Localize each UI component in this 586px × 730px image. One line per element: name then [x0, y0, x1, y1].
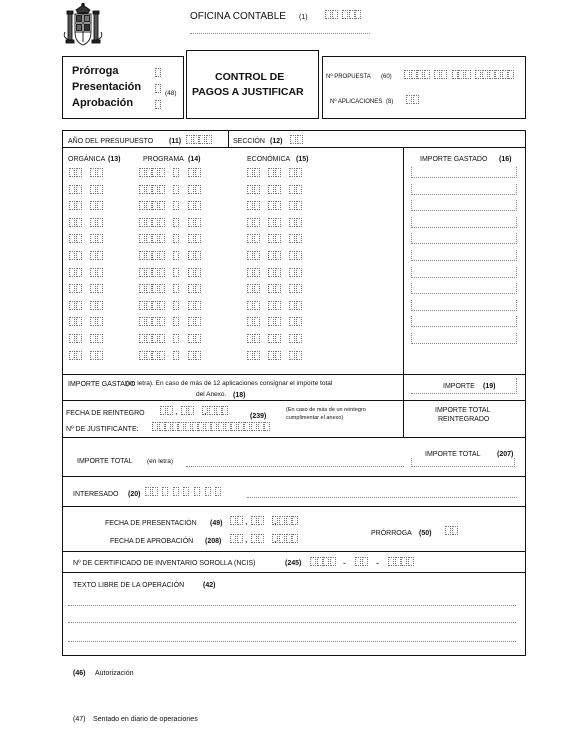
presentacion-label: Presentación [72, 81, 142, 93]
oficina-contable-cells[interactable] [325, 10, 362, 19]
programa-cells[interactable] [139, 351, 201, 360]
programa-cells[interactable] [139, 334, 201, 343]
certificado-cells-2[interactable] [355, 557, 368, 566]
programa-cells[interactable] [139, 201, 201, 210]
organica-label: ORGÁNICA [68, 156, 106, 163]
letra-row-line [62, 400, 526, 401]
fechas-row-line [62, 551, 526, 552]
aprobacion-checkbox[interactable] [155, 100, 162, 109]
organica-cells[interactable] [69, 185, 103, 194]
rows-bottom-line [62, 374, 526, 375]
letra-divider [403, 374, 404, 400]
programa-num: (14) [188, 156, 201, 163]
aprobacion-fecha-num: (208) [205, 538, 222, 545]
letra-importe-field[interactable] [411, 378, 517, 394]
seccion-label: SECCIÓN [233, 138, 265, 145]
texto-libre-line-3[interactable] [68, 641, 516, 642]
importe-col-divider [403, 147, 404, 374]
presentacion-fecha-label: FECHA DE PRESENTACIÓN [105, 520, 197, 527]
sentado-label: Sentado en diario de operaciones [93, 716, 198, 723]
economica-cells[interactable] [247, 334, 303, 343]
economica-cells[interactable] [247, 201, 303, 210]
programa-cells[interactable] [139, 185, 201, 194]
presentacion-comma-1: , [245, 516, 248, 526]
certificado-dash-1: - [343, 558, 346, 568]
reintegro-comma-2: , [204, 406, 207, 416]
total-sub: (en letra) [147, 458, 174, 465]
organica-cells[interactable] [69, 351, 103, 360]
aprobacion-fecha-cells[interactable] [230, 534, 299, 543]
economica-cells[interactable] [247, 218, 303, 227]
oficina-contable-label: OFICINA CONTABLE [190, 11, 286, 22]
certificado-num: (245) [285, 560, 302, 567]
economica-cells[interactable] [247, 185, 303, 194]
certificado-cells-1[interactable] [310, 557, 336, 566]
economica-cells[interactable] [247, 168, 303, 177]
oficina-contable-num: (1) [299, 14, 308, 21]
aprobacion-comma-2: , [274, 534, 277, 544]
organica-cells[interactable] [69, 251, 103, 260]
economica-cells[interactable] [247, 251, 303, 260]
importe-gastado-field[interactable] [411, 217, 517, 228]
certificado-label: Nº DE CERTIFICADO DE INVENTARIO SOROLLA (NCIS) [73, 560, 256, 567]
title-line2: PAGOS A JUSTIFICAR [192, 86, 304, 98]
economica-cells[interactable] [247, 317, 303, 326]
economica-cells[interactable] [247, 268, 303, 277]
total-row-line [62, 476, 526, 477]
organica-cells[interactable] [69, 218, 103, 227]
interesado-row-line [62, 506, 526, 507]
prorroga-fecha-label: PRÓRROGA [371, 530, 412, 537]
total-importe-field[interactable] [411, 458, 515, 467]
autorizacion-label: Autorización [95, 670, 134, 677]
letra-text-c: del Anexo. [196, 391, 227, 398]
economica-cells[interactable] [247, 351, 303, 360]
aprobacion-comma-1: , [245, 534, 248, 544]
interesado-line[interactable] [247, 497, 517, 498]
importe-gastado-field[interactable] [411, 250, 517, 261]
presentacion-fecha-cells[interactable] [230, 516, 299, 525]
reintegro-total-label-1: IMPORTE TOTAL [435, 407, 491, 414]
programa-cells[interactable] [139, 168, 201, 177]
prorroga-fecha-cells[interactable] [445, 526, 458, 535]
letra-text-b: (en letra). En caso de más de 12 aplicaciones consignar el importe total [126, 380, 333, 387]
letra-importe-num: (19) [483, 383, 496, 390]
interesado-cells[interactable] [145, 487, 222, 496]
texto-libre-num: (42) [203, 582, 216, 589]
importe-gastado-field[interactable] [411, 167, 517, 178]
importe-gastado-field[interactable] [411, 233, 517, 244]
prorroga-fecha-num: (50) [419, 530, 432, 537]
reintegro-num: (239) [250, 413, 267, 420]
texto-libre-label: TEXTO LIBRE DE LA OPERACIÓN [73, 582, 185, 589]
importe-gastado-field[interactable] [411, 200, 517, 211]
seccion-cells[interactable] [290, 135, 303, 144]
prorroga-label: Prórroga [72, 65, 119, 77]
economica-cells[interactable] [247, 234, 303, 243]
programa-cells[interactable] [139, 301, 201, 310]
total-letra-line[interactable] [186, 466, 404, 467]
programa-cells[interactable] [139, 284, 201, 293]
programa-label: PROGRAMA [143, 156, 184, 163]
importe-gastado-field[interactable] [411, 300, 517, 311]
propuesta-num: (60) [381, 74, 392, 80]
economica-num: (15) [296, 156, 309, 163]
certificado-cells-3[interactable] [388, 557, 414, 566]
importe-gastado-label: IMPORTE GASTADO [420, 156, 488, 163]
total-right-num: (207) [497, 451, 514, 458]
organica-cells[interactable] [69, 317, 103, 326]
propuesta-label: Nº PROPUESTA [326, 74, 371, 80]
economica-label: ECONÓMICA [247, 156, 291, 163]
importe-gastado-field[interactable] [411, 333, 517, 344]
organica-cells[interactable] [69, 301, 103, 310]
importe-gastado-field[interactable] [411, 316, 517, 327]
importe-gastado-field[interactable] [411, 184, 517, 195]
coat-of-arms-icon [62, 2, 104, 48]
aprobacion-label: Aprobación [72, 97, 134, 109]
importe-gastado-field[interactable] [411, 267, 517, 278]
reintegro-total-label-2: REINTEGRADO [438, 416, 490, 423]
anio-num: (11) [169, 138, 182, 145]
anio-row-line [62, 147, 526, 148]
presentacion-comma-2: , [274, 516, 277, 526]
reintegro-note-2: cumplimentar el anexo) [286, 415, 344, 421]
programa-cells[interactable] [139, 218, 201, 227]
title-box [186, 50, 319, 119]
sentado-num: (47) [73, 716, 86, 723]
presentacion-checkbox[interactable] [155, 84, 162, 93]
interesado-label: INTERESADO [73, 491, 119, 498]
anio-divider [228, 130, 229, 147]
organica-cells[interactable] [69, 284, 103, 293]
aplicaciones-label: Nº APLICACIONES [330, 99, 383, 105]
seccion-num: (12) [270, 138, 283, 145]
economica-cells[interactable] [247, 284, 303, 293]
texto-libre-line-2[interactable] [68, 622, 516, 623]
organica-cells[interactable] [69, 168, 103, 177]
texto-libre-line-1[interactable] [68, 605, 516, 606]
aprobacion-fecha-label: FECHA DE APROBACIÓN [110, 538, 194, 545]
reintegro-fecha-cells[interactable] [160, 406, 229, 415]
anio-cells[interactable] [186, 135, 212, 144]
certificado-dash-2: - [376, 558, 379, 568]
interesado-num: (20) [128, 491, 141, 498]
presentacion-fecha-num: (49) [210, 520, 223, 527]
organica-cells[interactable] [69, 234, 103, 243]
organica-cells[interactable] [69, 334, 103, 343]
justificante-cells[interactable] [152, 422, 271, 431]
organica-num: (13) [108, 156, 121, 163]
organica-cells[interactable] [69, 201, 103, 210]
aplicaciones-num: (8) [386, 99, 394, 105]
reintegro-row-line [62, 437, 526, 438]
title-line1: CONTROL DE [215, 71, 285, 83]
programa-cells[interactable] [139, 251, 201, 260]
oficina-underline [190, 33, 370, 34]
certificado-row-line [62, 572, 526, 573]
letra-num: (18) [233, 392, 246, 399]
letra-importe-label: IMPORTE [443, 383, 475, 390]
economica-cells[interactable] [247, 301, 303, 310]
tipo-num: (48) [165, 90, 177, 97]
programa-cells[interactable] [139, 268, 201, 277]
total-right-label: IMPORTE TOTAL [425, 451, 481, 458]
justificante-label: Nº DE JUSTIFICANTE: [66, 426, 139, 433]
prorroga-checkbox[interactable] [155, 68, 162, 77]
propuesta-cells[interactable] [404, 70, 515, 79]
organica-cells[interactable] [69, 268, 103, 277]
autorizacion-num: (46) [73, 670, 86, 677]
reintegro-divider [403, 400, 404, 437]
reintegro-comma-1: , [175, 406, 178, 416]
reintegro-fecha-label: FECHA DE REINTEGRO [66, 410, 145, 417]
propuesta-box [322, 56, 526, 119]
letra-text-a: IMPORTE GASTADO [68, 381, 136, 388]
importe-gastado-num: (16) [499, 156, 512, 163]
importe-gastado-field[interactable] [411, 283, 517, 294]
reintegro-note-1: (En caso de más de un reintegro [286, 407, 366, 413]
total-label: IMPORTE TOTAL [77, 458, 133, 465]
aplicaciones-cells[interactable] [406, 95, 419, 104]
anio-label: AÑO DEL PRESUPUESTO [68, 138, 154, 145]
programa-cells[interactable] [139, 234, 201, 243]
programa-cells[interactable] [139, 317, 201, 326]
